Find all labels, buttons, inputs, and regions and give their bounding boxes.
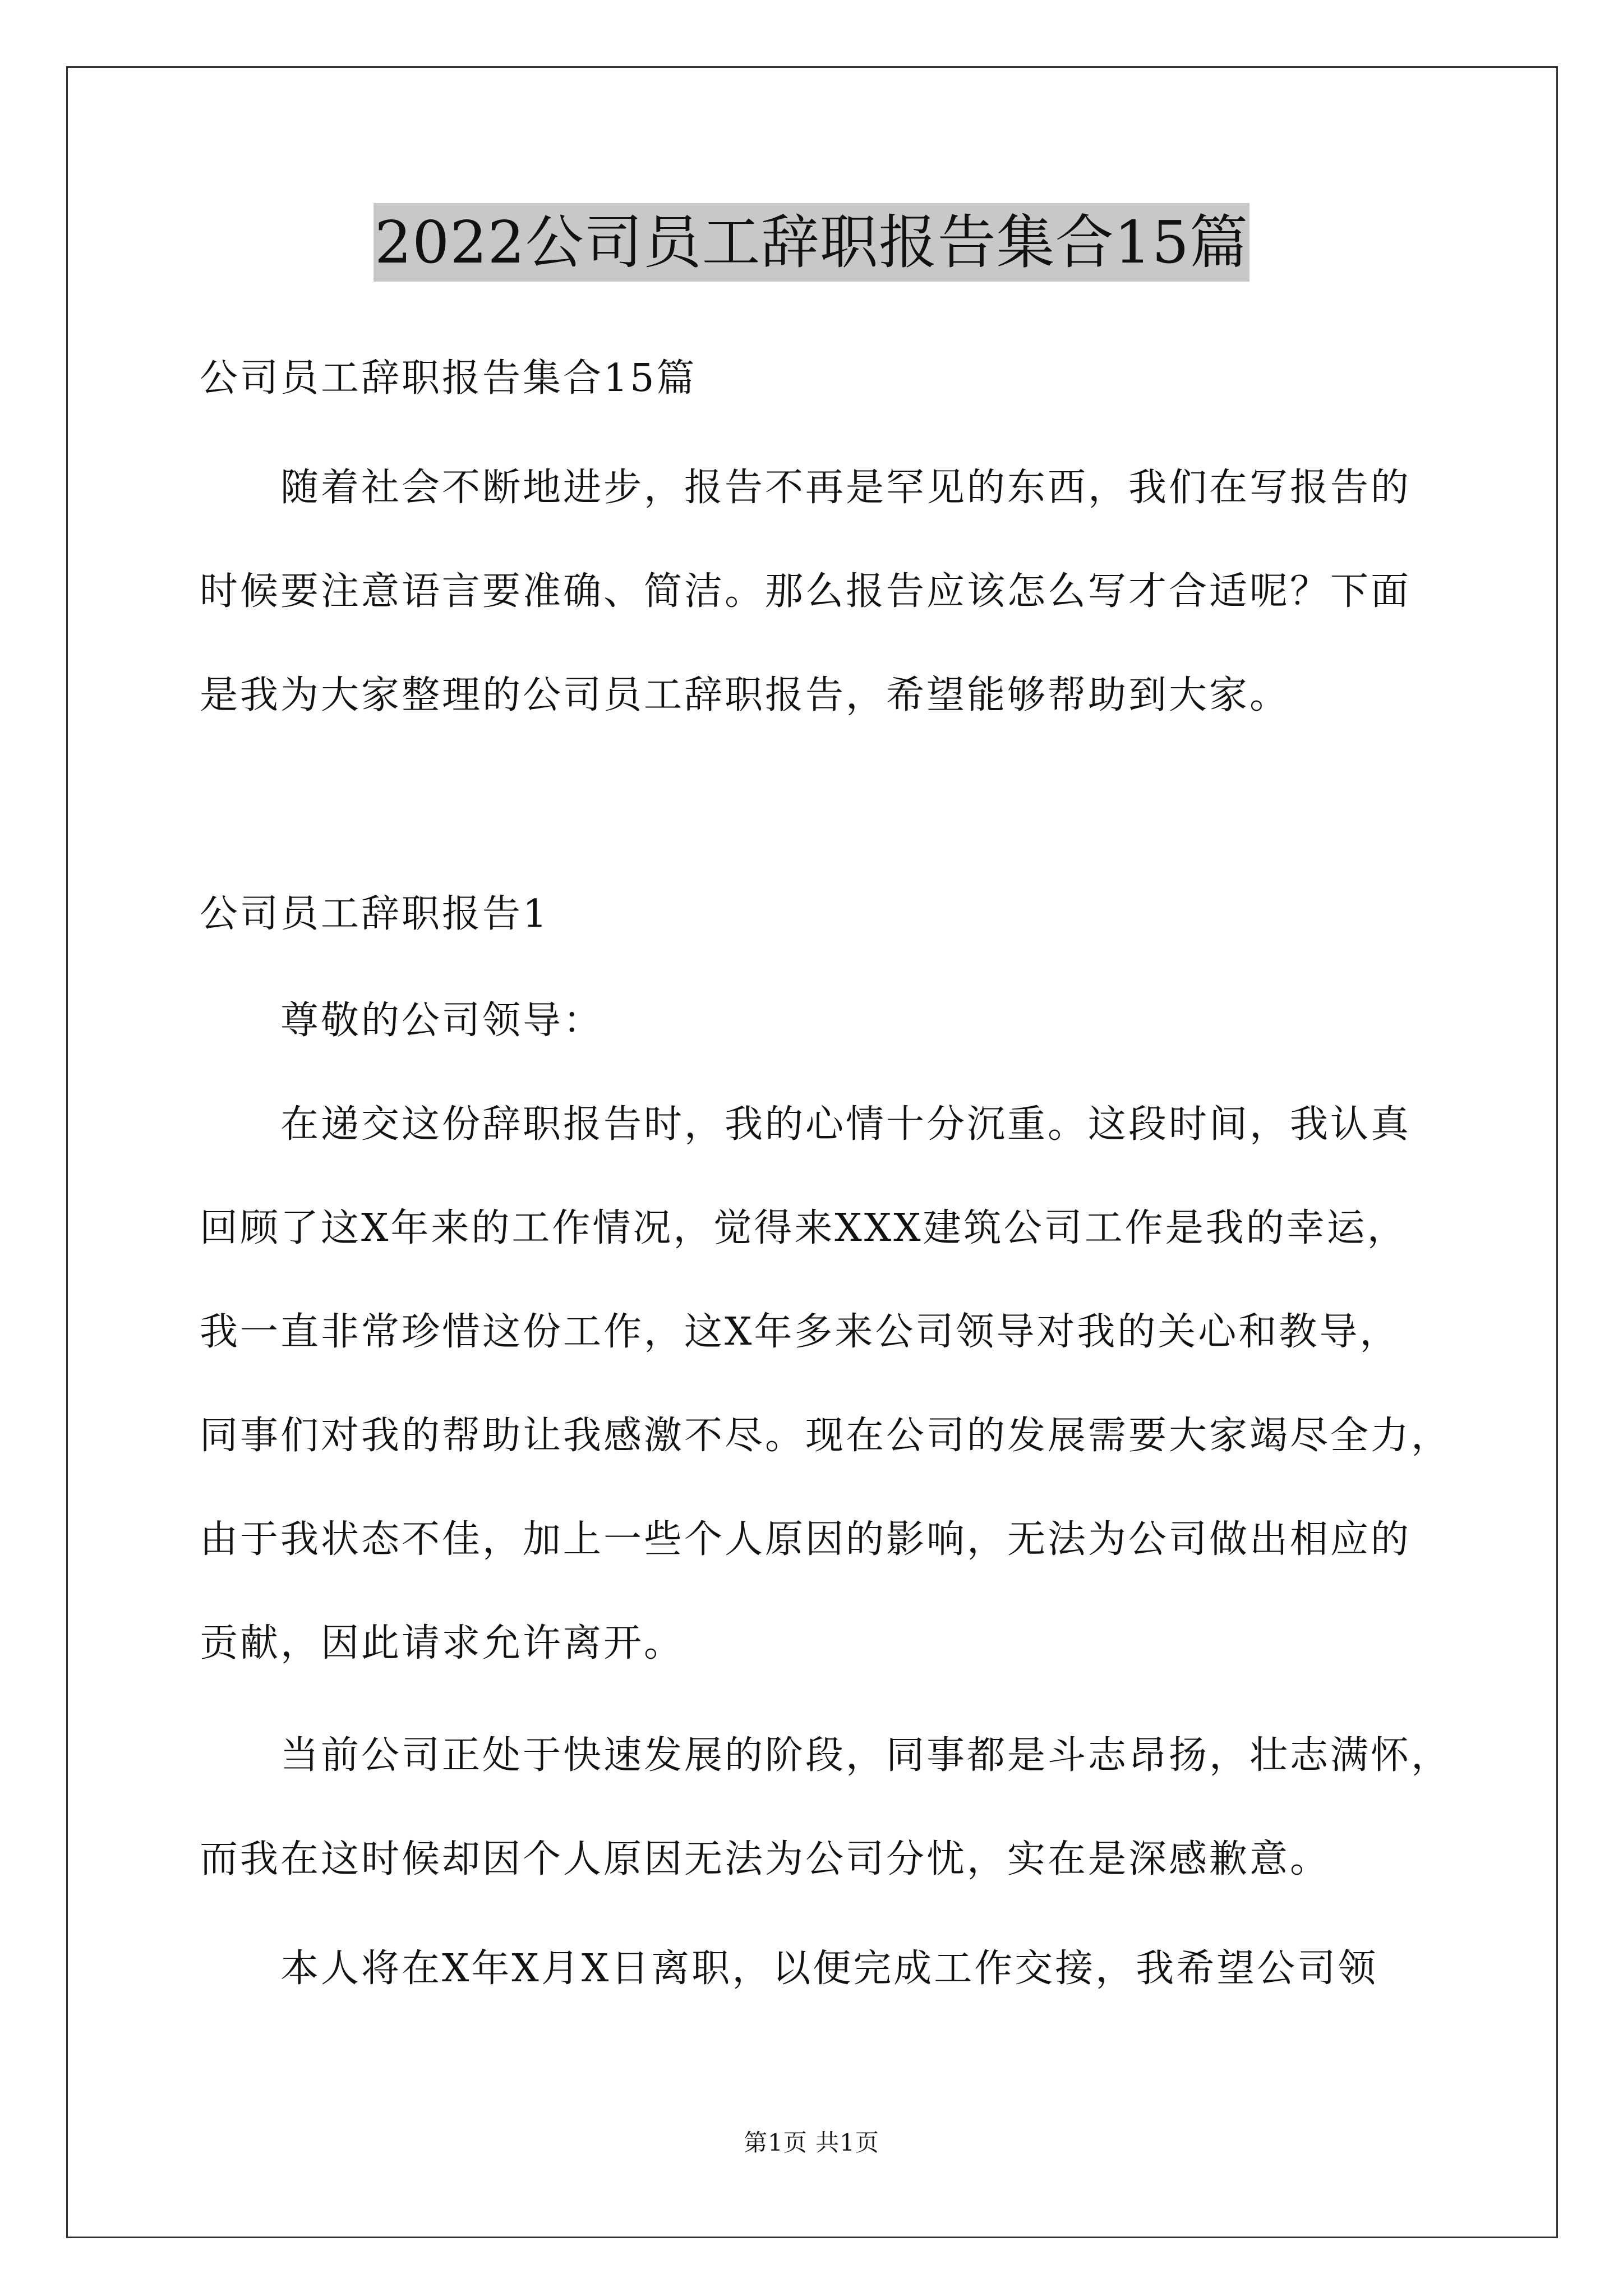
- paragraph-line: 回顾了这X年来的工作情况，觉得来XXX建筑公司工作是我的幸运，: [200, 1206, 1408, 1250]
- document-title: 2022公司员工辞职报告集合15篇: [374, 203, 1249, 282]
- salutation: 尊敬的公司领导：: [280, 999, 604, 1043]
- intro-line: 是我为大家整理的公司员工辞职报告，希望能够帮助到大家。: [200, 673, 1290, 717]
- intro-line: 随着社会不断地进步，报告不再是罕见的东西，我们在写报告的: [280, 466, 1412, 510]
- page-footer: 第1页 共1页: [744, 2129, 879, 2156]
- paragraph-line: 我一直非常珍惜这份工作，这X年多来公司领导对我的关心和教导，: [200, 1310, 1400, 1354]
- paragraph-line: 本人将在X年X月X日离职，以便完成工作交接，我希望公司领: [280, 1947, 1378, 1991]
- document-subtitle: 公司员工辞职报告集合15篇: [200, 356, 697, 401]
- paragraph-line: 当前公司正处于快速发展的阶段，同事都是斗志昂扬，壮志满怀，: [280, 1733, 1452, 1778]
- intro-line: 时候要注意语言要准确、简洁。那么报告应该怎么写才合适呢？下面: [200, 569, 1412, 614]
- paragraph-line: 而我在这时候却因个人原因无法为公司分忧，实在是深感歉意。: [200, 1837, 1331, 1881]
- paragraph-line: 贡献，因此请求允许离开。: [200, 1621, 685, 1665]
- paragraph-line: 由于我状态不佳，加上一些个人原因的影响，无法为公司做出相应的: [200, 1517, 1412, 1562]
- section-heading: 公司员工辞职报告1: [200, 892, 550, 936]
- title-container: [0, 203, 1623, 282]
- paragraph-line: 在递交这份辞职报告时，我的心情十分沉重。这段时间，我认真: [280, 1102, 1412, 1147]
- paragraph-line: 同事们对我的帮助让我感激不尽。现在公司的发展需要大家竭尽全力，: [200, 1414, 1452, 1458]
